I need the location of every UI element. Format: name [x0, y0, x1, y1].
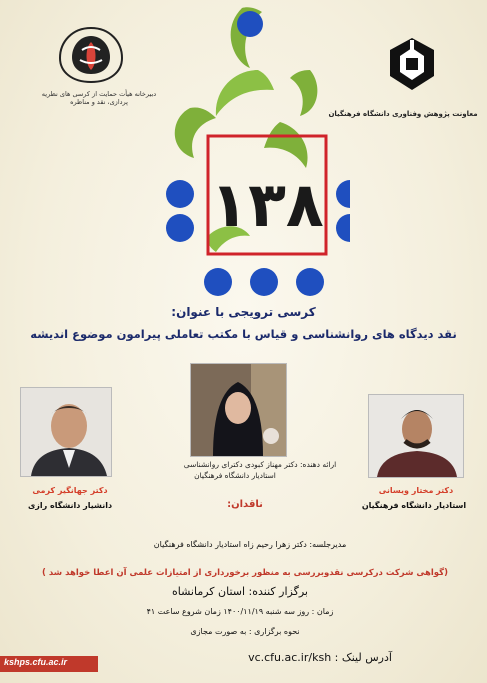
critic-right-name: دکتر مختار ویسانی — [378, 486, 454, 495]
emblem-number: ۱۳۸ — [210, 168, 324, 241]
right-logo-caption: معاونت پژوهش وفناوری دانشگاه فرهنگیان — [328, 110, 478, 118]
farhangian-logo-icon — [384, 36, 440, 92]
footer-website-link[interactable]: kshps.cfu.ac.ir — [4, 657, 68, 667]
critic-right-role: استادیار دانشگاه فرهنگیان — [361, 501, 467, 510]
critics-label: ناقدان: — [227, 499, 263, 510]
shora-emblem-icon — [52, 24, 130, 86]
presenter-photo — [190, 363, 287, 457]
critic-left-photo — [20, 387, 112, 477]
critic-right-photo — [368, 394, 464, 478]
critic-left-name: دکتر جهانگیر کرمی — [32, 486, 108, 495]
event-time: زمان : روز سه شنبه ۱۴۰۰/۱۱/۱۹ زمان شروع ساعت ۴۱ — [146, 607, 334, 616]
event-format: نحوه برگزاری : به صورت مجازی — [190, 627, 300, 636]
presenter-line: ارائه دهنده: دکتر مهناز کبودی دکترای روانشناسی — [183, 460, 337, 469]
title: کرسی ترویجی با عنوان: — [171, 305, 316, 319]
subtitle: نقد دیدگاه های روانشناسی و قیاس با مکتب تعاملی پیرامون موضوع اندیشه — [30, 327, 457, 341]
link-line — [230, 651, 410, 664]
left-logo-caption: دبیرخانه هیأت حمایت از کرسی های نظریه پردازی، نقد و مناظره — [41, 90, 157, 106]
link-label: آدرس لینک : — [334, 651, 392, 664]
moderator: مدیرجلسه: دکتر زهرا رحیم زاه استادیار دانشگاه فرهنگیان — [153, 540, 347, 549]
certificate-note: (گواهی شرکت درکرسی نقدوبررسی به منظور برخورداری از امتیازات علمی آن اعطا خواهد شد ) — [42, 568, 448, 578]
critic-left-role: دانشیار دانشگاه رازی — [27, 501, 113, 510]
number-emblem — [150, 0, 350, 305]
meeting-link[interactable]: vc.cfu.ac.ir/ksh — [248, 651, 332, 664]
presenter-role: استادیار دانشگاه فرهنگیان — [194, 471, 276, 480]
organizer: برگزار کننده: استان کرمانشاه — [172, 585, 308, 598]
